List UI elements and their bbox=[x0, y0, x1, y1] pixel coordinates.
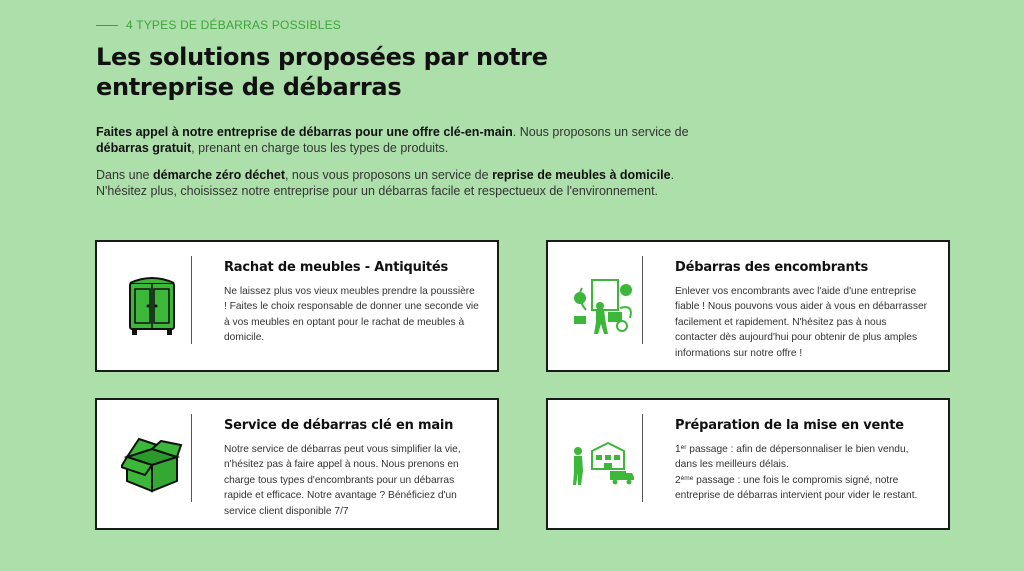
service-card-furniture[interactable] bbox=[95, 240, 499, 372]
junk-removal-icon bbox=[568, 262, 638, 350]
intro-highlight-free: débarras gratuit bbox=[96, 141, 192, 155]
card-title: Rachat de meubles - Antiquités bbox=[224, 260, 449, 275]
page-title-line2: entreprise de débarras bbox=[96, 73, 402, 101]
intro-paragraph-1 bbox=[96, 124, 696, 156]
first-visit-line bbox=[675, 442, 930, 473]
visit-description: passage : une fois le compromis signé, notre entreprise de débarras intervient pour vider le restant. bbox=[675, 474, 918, 502]
service-card-sale-prep[interactable] bbox=[546, 398, 950, 530]
eyebrow-rule bbox=[96, 25, 118, 26]
page-title-line1: Les solutions proposées par notre bbox=[96, 43, 548, 71]
ordinal-number: 1 bbox=[675, 444, 681, 455]
intro-text: . Nous proposons un service de bbox=[512, 125, 689, 139]
section-eyebrow bbox=[96, 18, 341, 32]
service-card-turnkey[interactable] bbox=[95, 398, 499, 530]
house-moving-icon bbox=[568, 420, 638, 508]
eyebrow-text: 4 TYPES DE DÉBARRAS POSSIBLES bbox=[126, 18, 341, 32]
intro-text: . N'hésitez plus, choisissez notre entreprise pour un débarras facile et respectueux de l'environnement. bbox=[96, 168, 675, 198]
visit-description: passage : afin de dépersonnaliser le bien vendu, dans les meilleurs délais. bbox=[675, 444, 909, 471]
intro-text: , nous vous proposons un service de bbox=[284, 168, 493, 182]
card-title: Service de débarras clé en main bbox=[224, 418, 454, 433]
wardrobe-icon bbox=[117, 262, 187, 350]
card-divider bbox=[642, 414, 643, 502]
card-divider bbox=[642, 256, 643, 344]
card-description: Ne laissez plus vos vieux meubles prendre la poussière ! Faites le choix responsable de donner une seconde vie à vos meubles en optant pour le rachat de meubles à domicile. bbox=[224, 286, 479, 344]
card-divider bbox=[191, 256, 192, 344]
intro-text: , prenant en charge tous les types de produits. bbox=[191, 141, 449, 155]
page-title bbox=[96, 42, 656, 102]
card-title: Débarras des encombrants bbox=[675, 260, 869, 275]
ordinal-suffix: ème bbox=[680, 474, 694, 482]
intro-text: Dans une bbox=[96, 168, 153, 182]
intro-highlight-offer: Faites appel à notre entreprise de débarras pour une offre clé-en-main bbox=[96, 125, 513, 139]
card-divider bbox=[191, 414, 192, 502]
ordinal-number: 2 bbox=[675, 474, 681, 486]
second-visit-line bbox=[675, 473, 930, 504]
service-card-junk-removal[interactable] bbox=[546, 240, 950, 372]
card-description: Notre service de débarras peut vous simplifier la vie, n'hésitez pas à faire appel à nous. Nous prenons en charge tous types d'encombrants pour un débarras rapide et efficace. Notre avantage ? Bénéficiez d'un service client disponible 7/7 bbox=[224, 444, 461, 517]
card-description: Enlever vos encombrants avec l'aide d'une entreprise fiable ! Nous pouvons vous aider à vous en débarrasser facilement et rapidement. N'hésitez pas à nous contacter dès aujourd'hui pour obtenir de plus amples informations sur notre offre ! bbox=[675, 286, 928, 359]
card-description bbox=[675, 442, 930, 504]
open-box-icon bbox=[117, 420, 187, 508]
intro-highlight-furniture: reprise de meubles à domicile bbox=[492, 168, 671, 182]
ordinal-suffix: er bbox=[680, 444, 687, 451]
card-title: Préparation de la mise en vente bbox=[675, 418, 904, 433]
intro-paragraph-2 bbox=[96, 167, 696, 199]
intro-highlight-zero-waste: démarche zéro déchet bbox=[152, 168, 285, 182]
